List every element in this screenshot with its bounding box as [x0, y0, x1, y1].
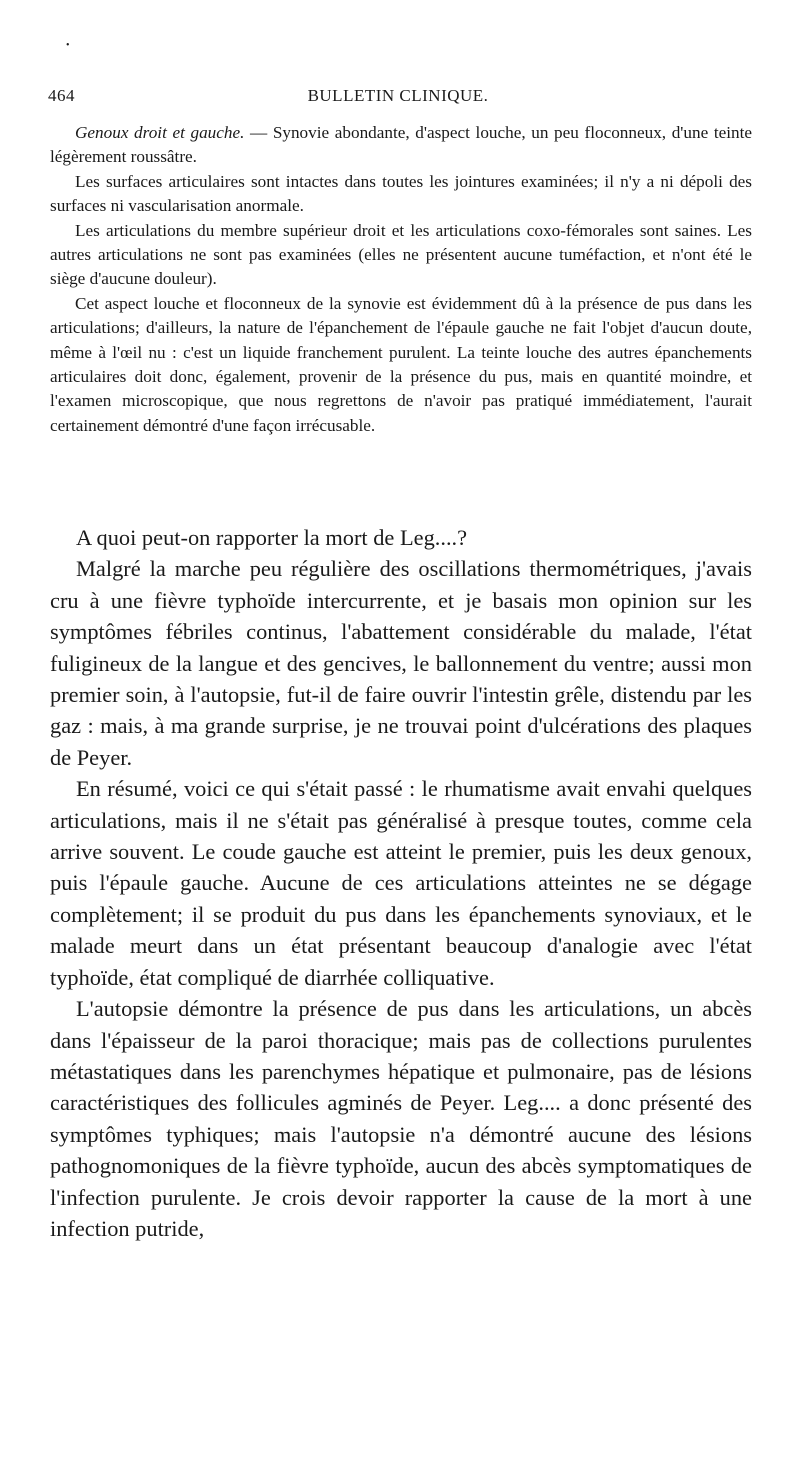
paragraph-synovie: Cet aspect louche et floconneux de la synovie est évidemment dû à la présence de pus dans les articulations; d'ailleurs, la nature de l'épanchement de l'épaule gauche ne fait l'objet d'aucun doute, même à l'œil nu : c'est un liquide franchement purulent. La teinte louche des autres épanchements articulaires doit donc, également, provenir de la présence du pus, mais en quantité moindre, et l'examen microscopique, que nous regrettons de n'avoir pas pratiqué immédiatement, l'aurait certainement démontré d'une façon irrécusable.	[50, 293, 752, 435]
paragraph-autopsie: L'autopsie démontre la présence de pus dans les articulations, un abcès dans l'épaisseur de la paroi thoracique; mais pas de collections purulentes métastatiques dans les parenchymes hépatique et pulmonaire, pas de lésions caractéristiques des follicules agminés de Peyer. Leg.... a donc présenté des symptômes typhiques; mais l'autopsie n'a démontré aucune des lésions pathognomoniques de la fièvre typhoïde, aucun des abcès symptomatiques de l'infection purulente. Je crois devoir rapporter la cause de la mort à une infection putride,	[50, 996, 752, 1241]
discussion-text	[50, 522, 752, 1244]
paragraph-fievre: Malgré la marche peu régulière des oscillations thermométriques, j'avais cru à une fièvre typhoïde intercurrente, et je basais mon opinion sur les symptômes fébriles continus, l'abattement considérable du malade, l'état fuligineux de la langue et des gencives, le ballonnement du ventre; aussi mon premier soin, à l'autopsie, fut-il de faire ouvrir l'intestin grêle, distendu par les gaz : mais, à ma grande surprise, je ne trouvai point d'ulcérations des plaques de Peyer.	[50, 556, 752, 770]
page-header	[48, 86, 748, 112]
paragraph-articulations: Les articulations du membre supérieur droit et les articulations coxo-fémorales sont saines. Les autres articulations ne sont pas examinées (elles ne présentent aucune tuméfaction, et n'ont été le siège d'aucune douleur).	[50, 220, 752, 289]
paragraph-genoux	[50, 121, 752, 170]
running-title: BULLETIN CLINIQUE.	[307, 86, 489, 105]
paragraph-text: — Synovie abondante, d'aspect louche, un peu floconneux, d'une teinte légèrement roussâtre.	[50, 123, 752, 167]
paragraph-surfaces: Les surfaces articulaires sont intactes dans toutes les jointures examinées; il n'y a ni dépoli des surfaces ni vascularisation anormale.	[50, 171, 752, 216]
case-report-notes	[50, 121, 752, 438]
section-lead: Genoux droit et gauche.	[75, 123, 245, 142]
page-number: 464	[48, 86, 75, 105]
ink-speck: •	[66, 40, 70, 51]
paragraph-question: A quoi peut-on rapporter la mort de Leg....?	[76, 525, 468, 550]
paragraph-resume: En résumé, voici ce qui s'était passé : le rhumatisme avait envahi quelques articulations, mais il ne s'était pas généralisé à presque toutes, comme cela arrive souvent. Le coude gauche est atteint le premier, puis les deux genoux, puis l'épaule gauche. Aucune de ces articulations atteintes ne se dégage complètement; il se produit du pus dans les épanchements synoviaux, et le malade meurt dans un état présentant beaucoup d'analogie avec l'état typhoïde, état compliqué de diarrhée colliquative.	[50, 776, 752, 990]
